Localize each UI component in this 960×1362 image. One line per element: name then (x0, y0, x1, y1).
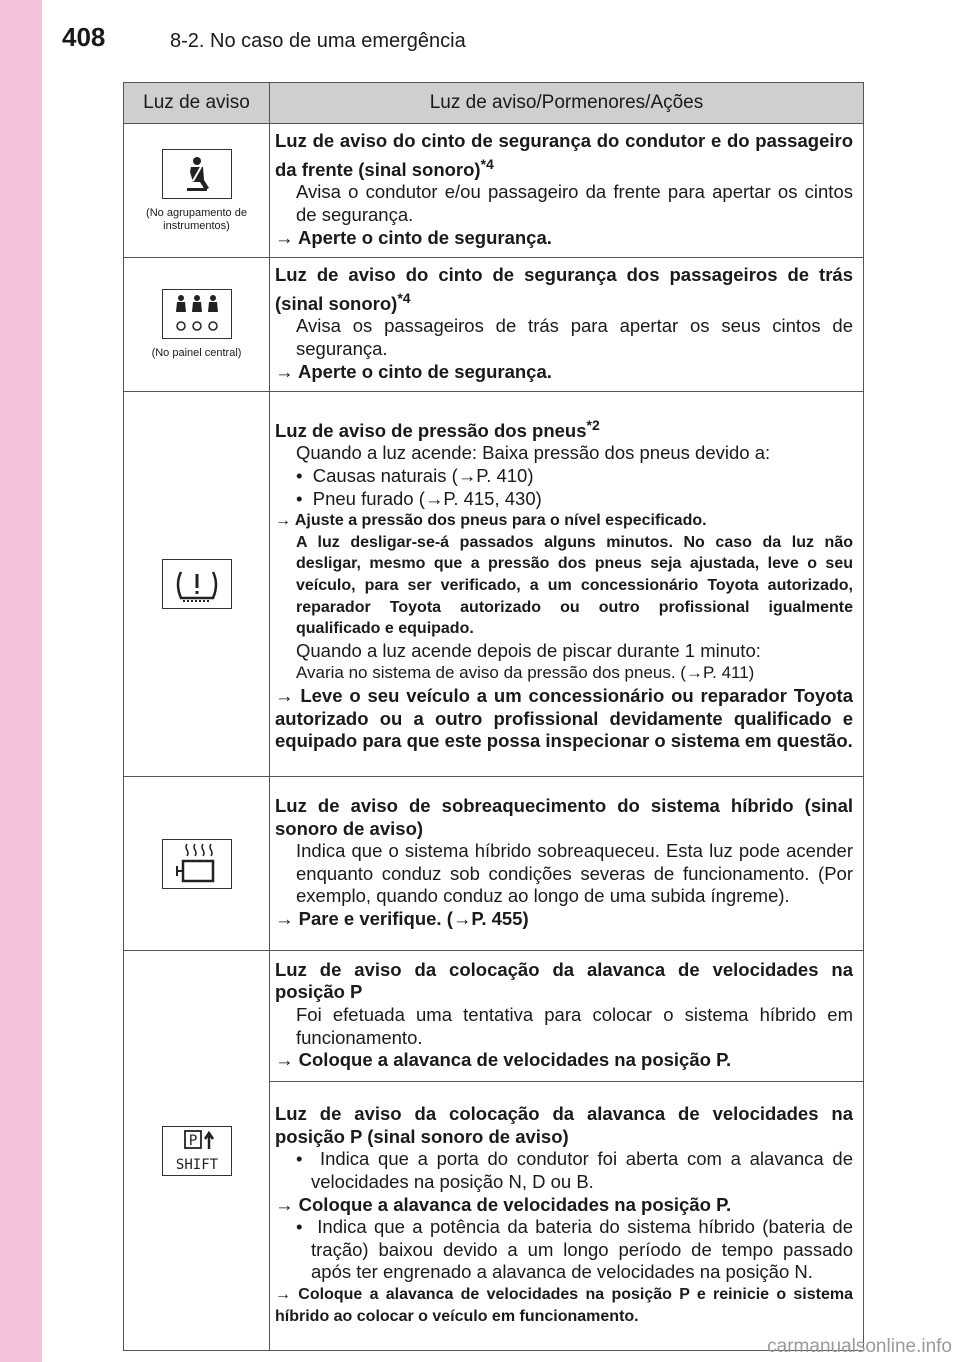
tire-pressure-warning-icon (162, 559, 232, 609)
icon-caption: (No agrupamento de instrumentos) (146, 206, 247, 232)
col-header-warning-light: Luz de aviso (124, 83, 270, 124)
malfunction-text: Avaria no sistema de aviso da pressão dos pneus. (→P. 411) (296, 663, 755, 683)
warning-action: → Aperte o cinto de segurança. (275, 360, 552, 382)
details-cell (270, 951, 864, 1082)
warning-description: Quando a luz acende: Baixa pressão dos pneus devido a: (296, 442, 771, 464)
watermark: carmanualsonline.info (767, 1336, 952, 1357)
col-header-details: Luz de aviso/Pormenores/Ações (270, 83, 864, 124)
details-cell (270, 124, 864, 258)
warning-action: → Coloque a alavanca de velocidades na posição P. (275, 1193, 732, 1215)
side-tab (0, 0, 42, 1362)
warning-action: → Coloque a alavanca de velocidades na posição P e reinicie o sistema híbrido ao colocar o veículo em funcionamento. (275, 1286, 854, 1325)
warning-description: Foi efetuada uma tentativa para colocar o sistema híbrido em funcionamento. (296, 1003, 853, 1048)
icon-cell (124, 777, 270, 951)
icon-caption: (No painel central) (151, 347, 242, 360)
icon-cell (124, 951, 270, 1351)
shift-p-icon-p: P (188, 1132, 197, 1149)
seatbelt-warning-icon (162, 149, 232, 199)
section-title: 8-2. No caso de uma emergência (170, 30, 466, 52)
list-item: • Causas naturais (→P. 410) (296, 465, 534, 487)
warning-lights-table (123, 82, 864, 1351)
warning-title: Luz de aviso do cinto de segurança do condutor e do passageiro da frente (sinal sonoro)$^{*4}$ (275, 130, 853, 180)
warning-description: Avisa o condutor e/ou passageiro da frente para apertar os cintos de segurança. (296, 181, 853, 225)
table-row-tire-pressure (124, 392, 864, 777)
warning-action: → Pare e verifique. (→P. 455) (275, 907, 529, 929)
details-cell (270, 1082, 864, 1351)
footnote-ref: *2 (586, 416, 600, 433)
warning-title: Luz de aviso de sobreaquecimento do sistema híbrido (sinal sonoro de aviso) (275, 794, 853, 839)
warning-note: A luz desligar-se-á passados alguns minutos. No caso da luz não desligar, mesmo que a pressão dos pneus seja ajustada, leve o seu veículo, para ser verificado, a um concessionário Toyota autorizado, reparador Toyota autorizado ou outro profissional igualmente qualificado e equipado. (296, 533, 853, 638)
list-item: • Indica que a porta do condutor foi aberta com a alavanca de velocidades na posição N, D ou B. (296, 1148, 854, 1193)
details-cell (270, 258, 864, 392)
shift-p-icon-shift: SHIFT (175, 1156, 218, 1173)
warning-action: → Coloque a alavanca de velocidades na posição P. (275, 1049, 732, 1071)
table-row-shift-p (124, 951, 864, 1082)
warning-action: → Aperte o cinto de segurança. (275, 226, 552, 248)
table-row-hybrid-overheat (124, 777, 864, 951)
page-number: 408 (62, 22, 106, 52)
rear-seatbelt-warning-icon (162, 289, 232, 339)
details-cell (270, 777, 864, 951)
warning-description: Indica que o sistema híbrido sobreaqueceu. Esta luz pode acender enquanto conduz sob condições severas de funcionamento. (Por exemplo, quando conduz ao longo de uma subida íngreme). (296, 840, 853, 907)
footnote-ref: *4 (397, 289, 411, 306)
details-cell (270, 392, 864, 777)
warning-action: → Leve o seu veículo a um concessionário ou reparador Toyota autorizado ou a outro profissional devidamente qualificado e equipado para que este possa inspecionar o sistema em questão. (275, 685, 853, 752)
warning-action: → Ajuste a pressão dos pneus para o nível especificado. (275, 512, 707, 530)
shift-p-warning-icon (162, 1126, 232, 1176)
footnote-ref: *4 (480, 155, 494, 172)
table-row-front-seatbelt (124, 124, 864, 258)
hybrid-overheat-warning-icon (162, 839, 232, 889)
icon-cell (124, 124, 270, 258)
warning-description: Avisa os passageiros de trás para apertar os seus cintos de segurança. (296, 315, 853, 360)
warning-title: Luz de aviso de pressão dos pneus$^{*2}$ (275, 416, 600, 441)
warning-title: Luz de aviso da colocação da alavanca de velocidades na posição P (sinal sonoro de aviso) (275, 1103, 853, 1147)
warning-description: Quando a luz acende depois de piscar durante 1 minuto: (296, 639, 761, 661)
table-row-rear-seatbelt (124, 258, 864, 392)
warning-title: Luz de aviso do cinto de segurança dos passageiros de trás (sinal sonoro)$^{*4}$ (275, 264, 853, 314)
table-header-row (124, 83, 864, 124)
list-item: • Pneu furado (→P. 415, 430) (296, 487, 542, 509)
icon-cell (124, 392, 270, 777)
list-item: • Indica que a potência da bateria do sistema híbrido (bateria de tração) baixou devido a um longo período de tempo passado após ter engrenado a alavanca de velocidades na posição N. (296, 1216, 854, 1283)
warning-title: Luz de aviso da colocação da alavanca de velocidades na posição P (275, 958, 853, 1003)
icon-cell (124, 258, 270, 392)
